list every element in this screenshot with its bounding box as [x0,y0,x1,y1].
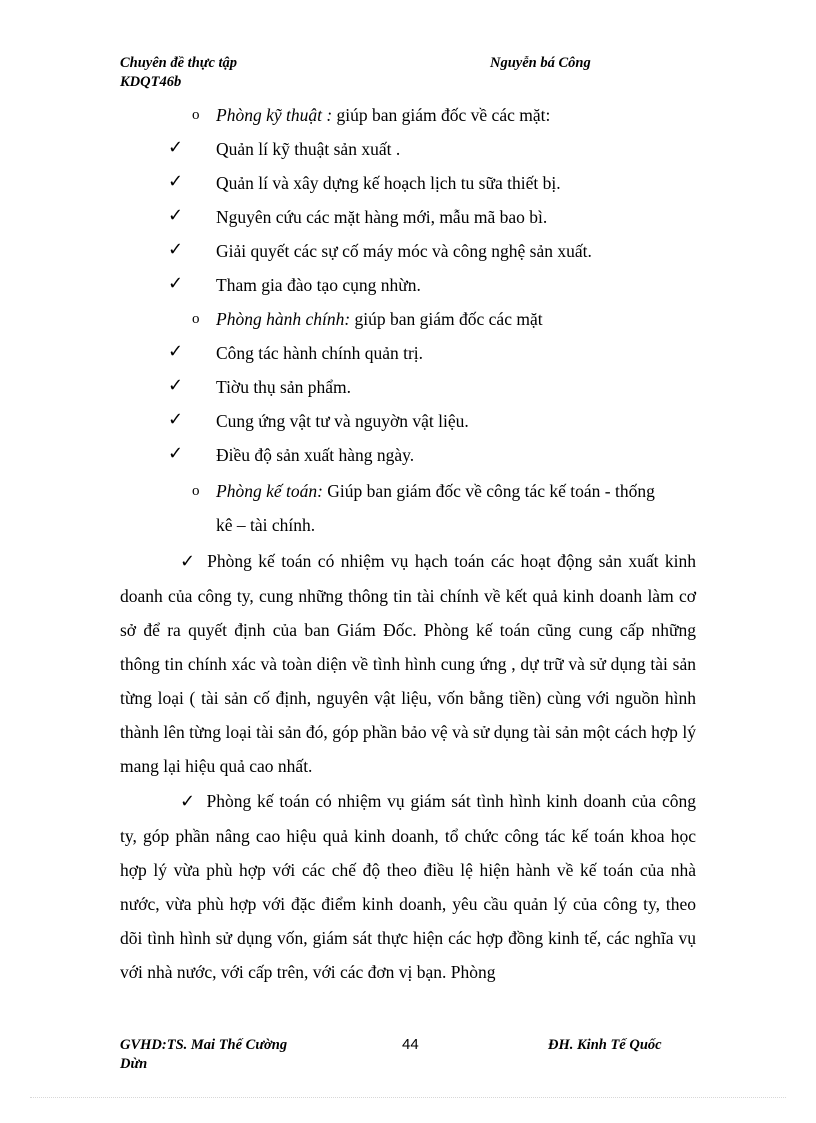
check-icon: ✓ [168,273,184,294]
paragraph-accounting-supervision [120,784,696,989]
list-item: Nguyên cứu các mặt hàng mới, mẫu mã bao bì. [216,207,548,227]
paragraph-text: Phòng kế toán có nhiệm vụ hạch toán các hoạt động sản xuất kinh doanh của công ty, cung những thông tin tài chính về kết quả kinh doanh làm cơ sở để ra quyết định của ban Giám Đốc. Phòng kế toán cũng cung cấp những thông tin chính xác và toàn diện về tình hình cung ứng , dự trữ và sử dụng tài sản từng loại ( tài sản cố định, nguyên vật liệu, vốn bằng tiền) cùng với nguồn hình thành lên từng loại tài sản đó, góp phần bảo vệ và sử dụng tài sản một cách hợp lý mang lại hiệu quả cao nhất. [120,551,696,776]
check-icon: ✓ [168,239,184,260]
list-item: Tham gia đào tạo cụng nhừn. [216,275,421,295]
check-icon: ✓ [168,171,184,192]
paragraph-accounting-duties [120,544,696,783]
list-item: Quản lí và xây dựng kế hoạch lịch tu sữa thiết bị. [216,173,561,193]
check-icon: ✓ [168,375,184,396]
section-text-continued: kê – tài chính. [216,515,316,535]
check-icon: ✓ [168,137,184,158]
check-icon: ✓ [168,205,184,226]
section-hanh-chinh-heading [216,308,543,330]
footer-supervisor-continued: Dừn [120,1056,148,1072]
list-item: Tiờu thụ sản phẩm. [216,377,352,397]
header-author: Nguyễn bá Công [490,55,591,71]
check-icon: ✓ [180,791,197,812]
list-item: Giải quyết các sự cố máy móc và công nghệ sản xuất. [216,241,592,261]
section-ke-toan-heading [216,480,655,502]
circle-bullet: o [192,311,200,327]
footer-university: ĐH. Kinh Tế Quốc [548,1037,662,1053]
list-item: Cung ứng vật tư và nguyờn vật liệu. [216,411,469,431]
page-bottom-divider [30,1097,786,1098]
circle-bullet: o [192,107,200,123]
section-text: giúp ban giám đốc về các mặt: [332,105,551,125]
list-item: Điều độ sản xuất hàng ngày. [216,445,415,465]
section-text: Giúp ban giám đốc về công tác kế toán - thống [322,481,655,501]
circle-bullet: o [192,483,200,499]
page-number: 44 [402,1036,419,1053]
check-icon: ✓ [168,443,184,464]
section-title: Phòng kỹ thuật : [216,105,333,125]
section-ky-thuat-heading [216,104,550,126]
list-item: Quản lí kỹ thuật sản xuất . [216,139,401,159]
check-icon: ✓ [180,551,198,572]
paragraph-text: Phòng kế toán có nhiệm vụ giám sát tình hình kinh doanh của công ty, góp phần nâng cao hiệu quả kinh doanh, tổ chức công tác kế toán khoa học hợp lý vừa phù hợp với các chế độ theo điều lệ hiện hành về kế toán của nhà nước, vừa phù hợp với đặc điểm kinh doanh, yêu cầu quản lý của công ty, theo dõi tình hình sử dụng vốn, giám sát thực hiện các hợp đồng kinh tế, các nghĩa vụ với nhà nước, với cấp trên, với các đơn vị bạn. Phòng [120,791,696,982]
section-title: Phòng hành chính: [216,309,351,329]
check-icon: ✓ [168,341,184,362]
header-class-code: KDQT46b [120,74,182,90]
header-course-title: Chuyên đề thực tập [120,55,238,71]
section-title: Phòng kế toán: [216,481,323,501]
footer-supervisor: GVHD:TS. Mai Thế Cường [120,1037,288,1053]
check-icon: ✓ [168,409,184,430]
list-item: Công tác hành chính quản trị. [216,343,424,363]
section-text: giúp ban giám đốc các mặt [350,309,543,329]
